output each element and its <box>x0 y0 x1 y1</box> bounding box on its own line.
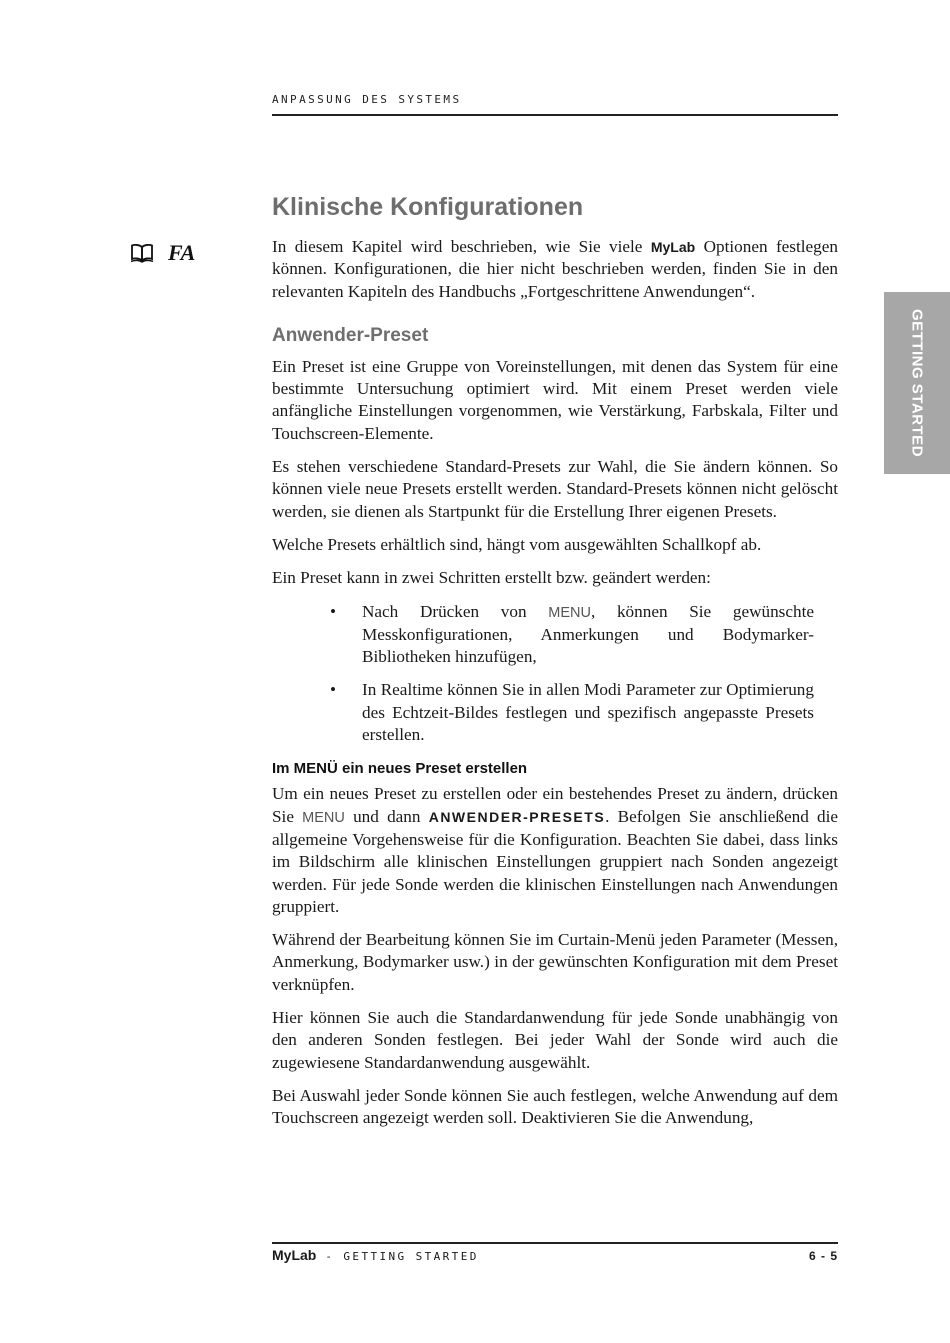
menu-key: MENU <box>302 809 345 826</box>
paragraph: Während der Bearbeitung können Sie im Curtain-Menü jeden Parameter (Messen, Anmerkung, Bodymarker usw.) in der gewünschten Konfiguration mit dem Preset verknüpfen. <box>272 930 838 994</box>
list-item <box>330 601 814 669</box>
list-item-text: Nach Drücken von <box>362 601 549 621</box>
main-content <box>272 193 838 1141</box>
paragraph: Es stehen verschiedene Standard-Presets zur Wahl, die Sie ändern können. So können viele neue Presets erstellt werden. Standard-Presets können nicht gelöscht werden, sie dienen als Startpunkt für die Erstellung Ihrer eigenen Presets. <box>272 457 838 521</box>
paragraph: Ein Preset ist eine Gruppe von Voreinstellungen, mit denen das System für eine bestimmte Untersuchung optimiert wird. Mit einem Preset werden viele anfängliche Einstellungen vorgenommen, wie Verstärkung, Farbskala, Filter und Touchscreen-Elemente. <box>272 356 838 443</box>
subsection-title: Anwender-Preset <box>272 324 429 346</box>
margin-note <box>130 240 195 266</box>
list-item <box>330 679 814 746</box>
intro-paragraph <box>272 236 838 303</box>
brand-name: MyLab <box>650 239 696 255</box>
section-title: Klinische Konfigurationen <box>272 193 584 221</box>
paragraph-text: . Befolgen Sie anschließend die allgemeine Vorgehensweise für die Konfiguration. Beachten Sie dabei, dass links im Bildschirm alle klinischen Einstellungen gruppiert nach Sonden angezeigt werden. Für jede Sonde werden die klinischen Einstellungen nach Anwendungen gruppiert. <box>272 806 838 916</box>
list-item-text: In Realtime können Sie in allen Modi Parameter zur Optimierung des Echtzeit-Bildes festlegen und spezifisch angepasste Presets erstellen. <box>362 680 814 745</box>
paragraph: Welche Presets erhältlich sind, hängt vom ausgewählten Schallkopf ab. <box>272 534 762 554</box>
paragraph: Bei Auswahl jeder Sonde können Sie auch festlegen, welche Anwendung auf dem Touchscreen angezeigt werden soll. Deaktivieren Sie die Anwendung, <box>272 1085 838 1128</box>
intro-text: In diesem Kapitel wird beschrieben, wie Sie viele <box>272 237 651 256</box>
menu-key: MENU <box>548 604 591 621</box>
book-icon <box>130 243 154 263</box>
intro-text-cont: Optionen festlegen können. Konfigurationen, die hier nicht beschrieben werden, finden Sie in den relevanten Kapiteln des Handbuchs „Fortgeschrittene Anwendungen“. <box>272 237 838 301</box>
footer-rule <box>272 1242 838 1244</box>
page-footer <box>272 1247 838 1265</box>
side-tab-label: GETTING STARTED <box>908 308 926 458</box>
subsubsection-title: Im MENÜ ein neues Preset erstellen <box>272 760 528 778</box>
margin-note-label: FA <box>168 240 196 265</box>
page-number: 6 - 5 <box>808 1249 838 1263</box>
paragraph: Ein Preset kann in zwei Schritten erstellt bzw. geändert werden: <box>272 568 711 588</box>
paragraph-text: Um ein neues Preset zu erstellen oder ein bestehendes Preset zu ändern, drücken Sie <box>272 784 838 826</box>
list-item-text-cont: , können Sie gewünschte Messkonfigurationen, Anmerkungen und Bodymarker-Bibliotheken hinzufügen, <box>362 601 814 667</box>
bullet-marker: • <box>330 680 337 700</box>
running-header: ANPASSUNG DES SYSTEMS <box>272 93 462 106</box>
header-rule <box>272 114 838 116</box>
anwender-presets-key: ANWENDER-PRESETS <box>428 808 606 825</box>
footer-doc-title: - GETTING STARTED <box>316 1250 479 1263</box>
side-tab <box>884 292 950 474</box>
footer-brand: MyLab <box>272 1247 317 1263</box>
bullet-marker: • <box>330 601 337 621</box>
paragraph: Hier können Sie auch die Standardanwendung für jede Sonde unabhängig von den anderen Sonden festlegen. Bei jeder Wahl der Sonde wird auch die zugewiesene Standardanwendung ausgewählt. <box>272 1008 838 1072</box>
paragraph <box>272 783 838 918</box>
bullet-list <box>272 601 838 747</box>
paragraph-text: und dann <box>344 806 429 826</box>
footer-title <box>272 1247 479 1265</box>
